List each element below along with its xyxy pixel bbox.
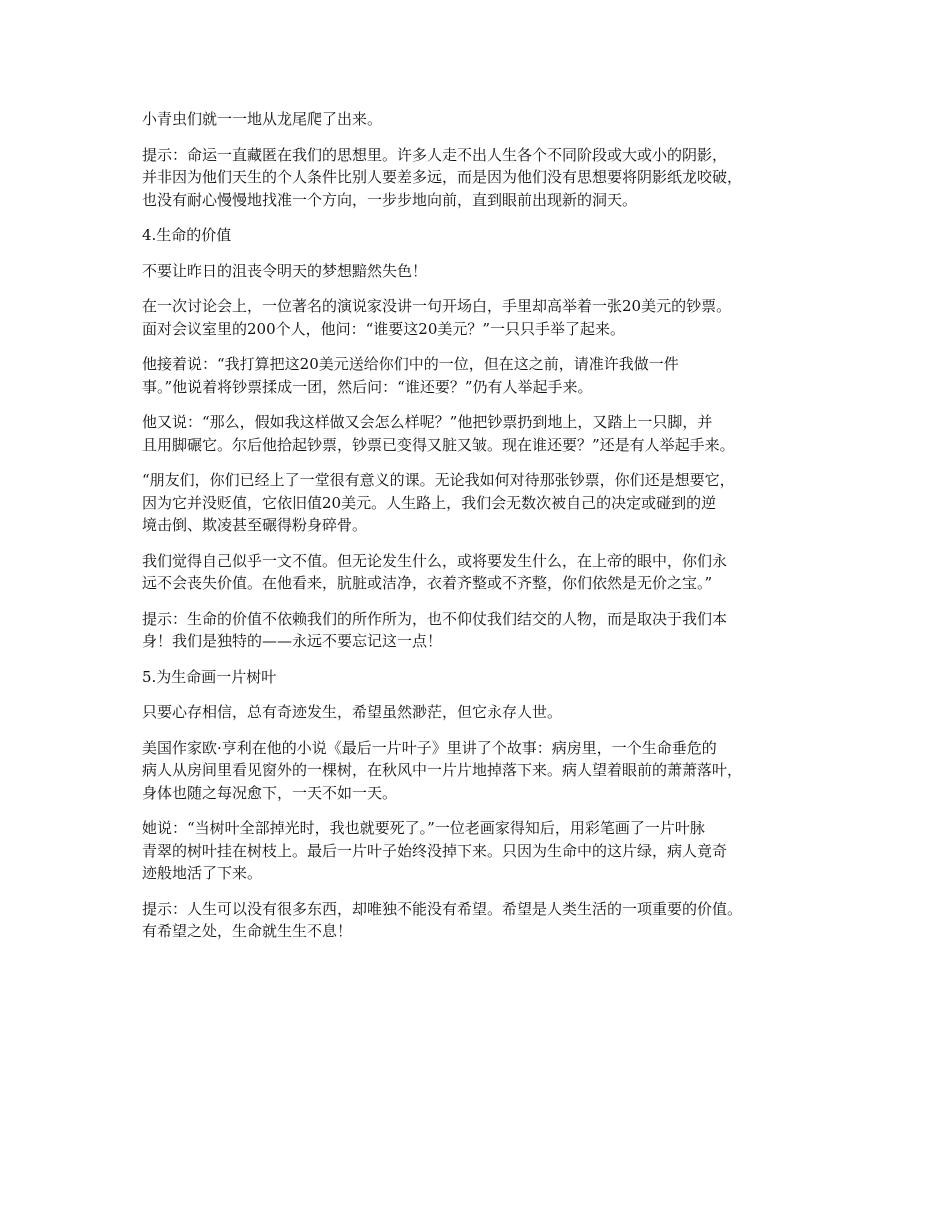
paragraph-line: 也没有耐心慢慢地找准一个方向，一步步地向前，直到眼前出现新的洞天。 bbox=[142, 190, 638, 209]
paragraph-tip-hope bbox=[142, 898, 822, 943]
paragraph-line: 提示：命运一直藏匿在我们的思想里。许多人走不出人生各个不同阶段或大或小的阴影， bbox=[142, 145, 728, 164]
paragraph-line: 因为它并没贬值，它依旧值20美元。人生路上，我们会无数次被自己的决定或碰到的逆 bbox=[142, 493, 717, 512]
paragraph-1 bbox=[142, 108, 822, 131]
paragraph-worthless bbox=[142, 550, 822, 595]
paragraph-meeting bbox=[142, 295, 822, 340]
paragraph-line: 面对会议室里的200个人，他问：“谁要这20美元？”一只只手举了起来。 bbox=[142, 319, 626, 338]
paragraph-line: 他又说：“那么，假如我这样做又会怎么样呢？”他把钞票扔到地上，又踏上一只脚，并 bbox=[142, 413, 713, 431]
paragraph-line: 有希望之处，生命就生生不息！ bbox=[142, 922, 353, 940]
paragraph-line: 且用脚碾它。尔后他拾起钞票，钞票已变得又脏又皱。现在谁还要？”还是有人举起手来。 bbox=[142, 435, 735, 454]
paragraph-line: 事。”他说着将钞票揉成一团，然后问：“谁还要？”仍有人举起手来。 bbox=[142, 377, 593, 396]
document-body bbox=[142, 108, 822, 956]
section-heading-text: 4.生命的价值 bbox=[142, 226, 232, 244]
paragraph-line: 身！我们是独特的——永远不要忘记这一点！ bbox=[142, 632, 443, 650]
paragraph-line: 迹般地活了下来。 bbox=[142, 864, 263, 882]
section-heading-text: 5.为生命画一片树叶 bbox=[142, 667, 277, 686]
paragraph-story bbox=[142, 737, 822, 805]
paragraph-motto-5 bbox=[142, 701, 822, 724]
paragraph-line: “朋友们，你们已经上了一堂很有意义的课。无论我如何对待那张钞票，你们还是想要它， bbox=[142, 471, 735, 489]
paragraph-trample bbox=[142, 411, 822, 456]
paragraph-tip-fate bbox=[142, 144, 822, 212]
paragraph-line: 境击倒、欺凌甚至碾得粉身碎骨。 bbox=[142, 516, 368, 534]
paragraph-line: 远不会丧失价值。在他看来，肮脏或洁净，衣着齐整或不齐整，你们依然是无价之宝。” bbox=[142, 574, 713, 592]
paragraph-line: 提示：生命的价值不依赖我们的所作所为，也不仰仗我们结交的人物，而是取决于我们本 bbox=[142, 609, 728, 628]
paragraph-line: 她说：“当树叶全部掉光时，我也就要死了。”一位老画家得知后，用彩笔画了一片叶脉 bbox=[142, 819, 705, 837]
paragraph-line: 身体也随之每况愈下，一天不如一天。 bbox=[142, 783, 398, 802]
paragraph-line: 提示：人生可以没有很多东西，却唯独不能没有希望。希望是人类生活的一项重要的价值。 bbox=[142, 899, 743, 918]
paragraph-line: 美国作家欧·亨利在他的小说《最后一片叶子》里讲了个故事：病房里，一个生命垂危的 bbox=[142, 738, 717, 757]
paragraph-tip-value bbox=[142, 608, 822, 653]
paragraph-painter bbox=[142, 817, 822, 885]
paragraph-friends bbox=[142, 469, 822, 537]
paragraph-line: 不要让昨日的沮丧令明天的梦想黯然失色！ bbox=[142, 261, 428, 280]
paragraph-line: 他接着说：“我打算把这20美元送给你们中的一位，但在这之前，请准许我做一件 bbox=[142, 355, 679, 373]
paragraph-crumple bbox=[142, 353, 822, 398]
paragraph-line: 青翠的树叶挂在树枝上。最后一片叶子始终没掉下来。只因为生命中的这片绿，病人竟奇 bbox=[142, 841, 728, 860]
section-heading-5 bbox=[142, 666, 822, 689]
paragraph-line: 小青虫们就一一地从龙尾爬了出来。 bbox=[142, 110, 383, 128]
paragraph-line: 只要心存相信，总有奇迹发生，希望虽然渺茫，但它永存人世。 bbox=[142, 703, 563, 721]
paragraph-line: 我们觉得自己似乎一文不值。但无论发生什么，或将要发生什么，在上帝的眼中，你们永 bbox=[142, 551, 728, 570]
paragraph-line: 在一次讨论会上，一位著名的演说家没讲一句开场白，手里却高举着一张20美元的钞票。 bbox=[142, 297, 732, 315]
paragraph-motto-4 bbox=[142, 260, 822, 283]
paragraph-line: 并非因为他们天生的个人条件比别人要差多远，而是因为他们没有思想要将阴影纸龙咬破， bbox=[142, 168, 743, 186]
paragraph-line: 病人从房间里看见窗外的一棵树，在秋风中一片片地掉落下来。病人望着眼前的萧萧落叶， bbox=[142, 761, 743, 779]
section-heading-4 bbox=[142, 224, 822, 247]
